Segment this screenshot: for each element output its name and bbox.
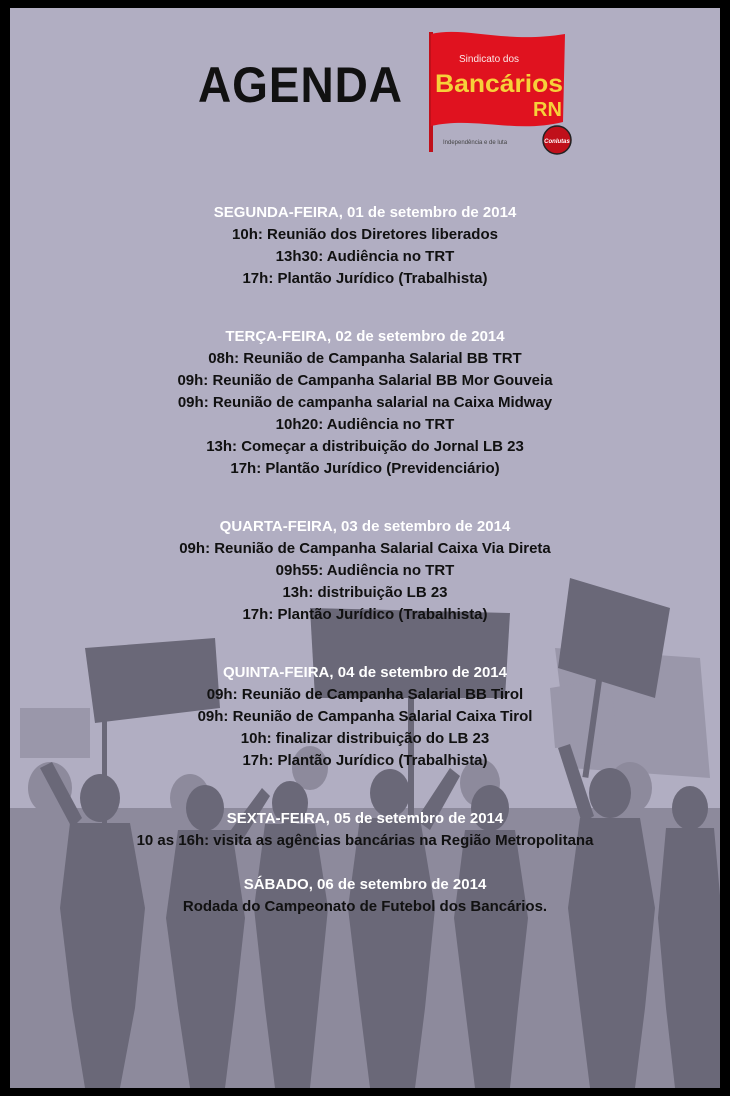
page-title: AGENDA bbox=[198, 57, 403, 113]
event-item: 17h: Plantão Jurídico (Trabalhista) bbox=[242, 752, 488, 769]
svg-text:Bancários: Bancários bbox=[435, 70, 563, 98]
event-item: 09h: Reunião de campanha salarial na Caixa Midway bbox=[177, 394, 553, 411]
day-header: QUINTA-FEIRA, 04 de setembro de 2014 bbox=[223, 664, 507, 681]
svg-text:Independência e de luta: Independência e de luta bbox=[443, 140, 508, 146]
day-block-wednesday bbox=[10, 516, 720, 626]
svg-text:Sindicato dos: Sindicato dos bbox=[459, 54, 520, 65]
day-block-tuesday bbox=[10, 326, 720, 480]
svg-text:Conlutas: Conlutas bbox=[544, 139, 570, 145]
day-header: QUARTA-FEIRA, 03 de setembro de 2014 bbox=[219, 518, 511, 535]
day-header: SÁBADO, 06 de setembro de 2014 bbox=[243, 876, 487, 893]
event-item: 17h: Plantão Jurídico (Trabalhista) bbox=[242, 606, 488, 623]
event-item: 13h: distribuição LB 23 bbox=[282, 584, 448, 601]
event-item: 17h: Plantão Jurídico (Previdenciário) bbox=[230, 460, 500, 477]
event-item: 09h55: Audiência no TRT bbox=[275, 562, 455, 579]
event-item: 09h: Reunião de Campanha Salarial Caixa Via Direta bbox=[179, 540, 551, 557]
event-item: 10h20: Audiência no TRT bbox=[275, 416, 455, 433]
event-item: 09h: Reunião de Campanha Salarial BB Tirol bbox=[206, 686, 524, 703]
day-block-saturday bbox=[10, 874, 720, 918]
event-item: 10 as 16h: visita as agências bancárias na Região Metropolitana bbox=[136, 832, 594, 849]
event-item: 13h: Começar a distribuição do Jornal LB 23 bbox=[206, 438, 524, 455]
day-block-friday bbox=[10, 808, 720, 852]
svg-text:RN: RN bbox=[533, 99, 562, 121]
agenda-poster bbox=[10, 8, 720, 1088]
event-item: 10h: finalizar distribuição do LB 23 bbox=[240, 730, 490, 747]
event-item: 09h: Reunião de Campanha Salarial BB Mor Gouveia bbox=[177, 372, 553, 389]
event-item: 08h: Reunião de Campanha Salarial BB TRT bbox=[208, 350, 522, 367]
agenda-list bbox=[10, 202, 720, 918]
day-header: TERÇA-FEIRA, 02 de setembro de 2014 bbox=[225, 328, 505, 345]
day-block-thursday bbox=[10, 662, 720, 772]
event-item: 17h: Plantão Jurídico (Trabalhista) bbox=[242, 270, 488, 287]
event-item: 10h: Reunião dos Diretores liberados bbox=[232, 226, 498, 243]
event-item: Rodada do Campeonato de Futebol dos Bancários. bbox=[182, 898, 548, 915]
event-item: 13h30: Audiência no TRT bbox=[275, 248, 455, 265]
day-header: SEGUNDA-FEIRA, 01 de setembro de 2014 bbox=[213, 204, 517, 221]
sindicato-bancarios-rn-logo bbox=[425, 30, 575, 160]
day-header: SEXTA-FEIRA, 05 de setembro de 2014 bbox=[226, 810, 504, 827]
day-block-monday bbox=[10, 202, 720, 290]
event-item: 09h: Reunião de Campanha Salarial Caixa Tirol bbox=[197, 708, 533, 725]
